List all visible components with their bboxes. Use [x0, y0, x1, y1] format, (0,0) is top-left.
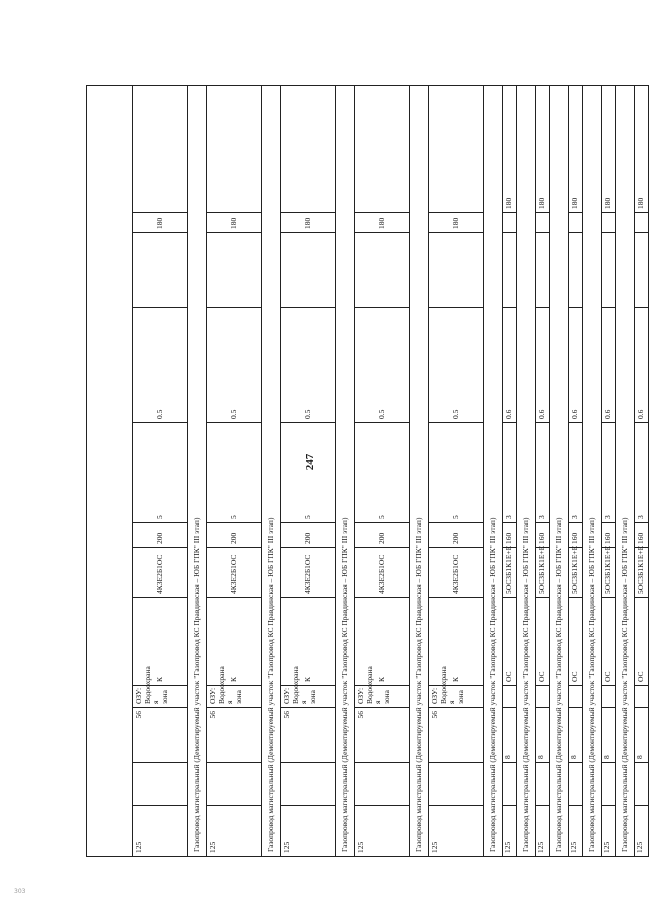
cell-cable-code: 5ОС3Б1К1Е+Е	[635, 548, 649, 598]
cell-value-2: 5	[355, 423, 410, 523]
rotated-table-container	[86, 86, 646, 857]
zone-line: ОЗУ:	[282, 687, 291, 704]
table-row	[133, 85, 188, 856]
cell-zone	[281, 666, 336, 708]
cell-empty	[207, 233, 262, 308]
corner-mark: 303	[14, 888, 26, 895]
zone-line: я зона	[151, 689, 169, 704]
group-header-cell: Газопровод магистральный (Демонтируемый участок "Газопровод КС Правдинская – ЮБ ГПК" III этап)	[336, 85, 355, 856]
group-header-row	[550, 85, 569, 856]
cell-cable-code: 5ОС3Б1К1Е+Е	[536, 548, 550, 598]
cell-index: 125	[602, 806, 616, 857]
table-body	[87, 85, 649, 856]
group-header-cell: Газопровод магистральный (Демонтируемый участок "Газопровод КС Правдинская – ЮБ ГПК" III этап)	[517, 85, 536, 856]
cell-value-2: 3	[536, 423, 550, 523]
zone-line: ОЗУ:	[134, 687, 143, 704]
cell-zone	[429, 666, 484, 708]
cell-number: 8	[635, 708, 649, 763]
cell-value-2: 3	[503, 423, 517, 523]
table-row	[635, 85, 649, 856]
zone-line: Водоохрана	[142, 666, 152, 704]
cell-value-4: 180	[207, 213, 262, 233]
group-header-row	[410, 85, 429, 856]
cell-empty	[503, 233, 517, 308]
cell-number: 8	[602, 708, 616, 763]
cell-empty	[635, 763, 649, 806]
cell-empty	[635, 233, 649, 308]
cell-value-5	[429, 85, 484, 212]
cell-value-1: 200	[281, 523, 336, 548]
cell-index: 125	[133, 806, 188, 857]
group-header-cell: Газопровод магистральный (Демонтируемый участок "Газопровод КС Правдинская – ЮБ ГПК" III этап)	[410, 85, 429, 856]
cell-empty	[429, 233, 484, 308]
cell-value-2: 3	[635, 423, 649, 523]
cell-value-1: 160	[602, 523, 616, 548]
cell-abbr: ОС	[569, 598, 583, 686]
table-row	[207, 85, 262, 856]
cell-cable-code: 4К3Е2Б1ОС	[133, 548, 188, 598]
group-header-cell: Газопровод магистральный (Демонтируемый участок "Газопровод КС Правдинская – ЮБ ГПК" III этап)	[583, 85, 602, 856]
group-header-cell: Газопровод магистральный (Демонтируемый участок "Газопровод КС Правдинская – ЮБ ГПК" III этап)	[484, 85, 503, 856]
cell-value-3: 0.5	[429, 308, 484, 423]
cell-value-2: 5	[133, 423, 188, 523]
cell-value-5: 180	[635, 85, 649, 212]
page-number: 247	[304, 453, 316, 471]
cell-cable-code: 5ОС3Б1К1Е+Е	[503, 548, 517, 598]
cell-value-2: 3	[569, 423, 583, 523]
cell-value-2: 3	[602, 423, 616, 523]
cell-value-2: 5	[281, 423, 336, 523]
cell-number: 56	[207, 708, 262, 763]
cell-empty	[281, 233, 336, 308]
table-row	[602, 85, 616, 856]
cell-cable-code: 5ОС3Б1К1Е+Е	[602, 548, 616, 598]
cell-empty	[536, 763, 550, 806]
cell-value-3: 0.6	[569, 308, 583, 423]
data-table	[86, 85, 649, 857]
cell-abbr: ОС	[503, 598, 517, 686]
cell-empty	[281, 763, 336, 806]
cell-empty	[569, 233, 583, 308]
group-header-cell: Газопровод магистральный (Демонтируемый участок "Газопровод КС Правдинская – ЮБ ГПК" III этап)	[262, 85, 281, 856]
cell-value-1: 200	[429, 523, 484, 548]
table-row	[355, 85, 410, 856]
group-header-row	[616, 85, 635, 856]
cell-empty	[503, 763, 517, 806]
cell-value-2: 5	[207, 423, 262, 523]
group-header-cell: Газопровод магистральный (Демонтируемый участок "Газопровод КС Правдинская – ЮБ ГПК" III этап)	[188, 85, 207, 856]
cell-empty	[133, 763, 188, 806]
zone-line: Водоохрана	[438, 666, 448, 704]
cell-number: 56	[133, 708, 188, 763]
group-header-row	[517, 85, 536, 856]
cell-empty	[429, 763, 484, 806]
zone-line: я зона	[299, 689, 317, 704]
group-header-row	[188, 85, 207, 856]
cell-abbr: ОС	[536, 598, 550, 686]
cell-cable-code: 4К3Е2Б1ОС	[281, 548, 336, 598]
cell-value-1: 160	[569, 523, 583, 548]
cell-value-2: 5	[429, 423, 484, 523]
table-row	[569, 85, 583, 856]
cell-value-5	[207, 85, 262, 212]
cell-value-5: 180	[536, 85, 550, 212]
cell-value-1: 160	[635, 523, 649, 548]
zone-line: я зона	[447, 689, 465, 704]
cell-abbr: К	[355, 598, 410, 686]
cell-value-4	[602, 213, 616, 233]
cell-number: 8	[569, 708, 583, 763]
zone-line: я зона	[373, 689, 391, 704]
cell-zone	[355, 666, 410, 708]
cell-value-3: 0.5	[355, 308, 410, 423]
cell-number: 56	[281, 708, 336, 763]
table-row	[281, 85, 336, 856]
cell-value-3: 0.5	[281, 308, 336, 423]
cell-empty	[569, 763, 583, 806]
cell-value-3: 0.6	[503, 308, 517, 423]
cell-empty	[355, 763, 410, 806]
group-header-cell: Газопровод магистральный (Демонтируемый участок "Газопровод КС Правдинская – ЮБ ГПК" III этап)	[616, 85, 635, 856]
cell-empty	[133, 233, 188, 308]
cell-value-1: 200	[133, 523, 188, 548]
zone-line: Водоохрана	[216, 666, 226, 704]
cell-value-5	[355, 85, 410, 212]
zone-line: ОЗУ:	[356, 687, 365, 704]
cell-cable-code: 4К3Е2Б1ОС	[207, 548, 262, 598]
zone-line: Водоохрана	[364, 666, 374, 704]
cell-value-4	[536, 213, 550, 233]
zone-line: ОЗУ:	[430, 687, 439, 704]
cell-number: 8	[503, 708, 517, 763]
cell-empty	[536, 233, 550, 308]
cell-zone	[569, 686, 583, 708]
cell-index: 125	[503, 806, 517, 857]
cell-cable-code: 4К3Е2Б1ОС	[429, 548, 484, 598]
table-row	[429, 85, 484, 856]
cell-zone	[635, 686, 649, 708]
cell-abbr: К	[281, 598, 336, 686]
group-header-row	[583, 85, 602, 856]
cell-empty	[355, 233, 410, 308]
cell-zone	[503, 686, 517, 708]
cell-abbr: ОС	[635, 598, 649, 686]
cell-cable-code: 4К3Е2Б1ОС	[355, 548, 410, 598]
cell-zone	[133, 666, 188, 708]
cell-empty	[602, 763, 616, 806]
cell-index: 125	[536, 806, 550, 857]
cell-number: 56	[429, 708, 484, 763]
cell-value-5	[133, 85, 188, 212]
cell-value-4: 180	[429, 213, 484, 233]
cell-value-1: 160	[503, 523, 517, 548]
cell-value-4	[635, 213, 649, 233]
cell-index: 125	[635, 806, 649, 857]
cell-value-4: 180	[281, 213, 336, 233]
cell-index: 125	[355, 806, 410, 857]
cell-number: 8	[536, 708, 550, 763]
cell-empty	[602, 233, 616, 308]
cell-value-5: 180	[569, 85, 583, 212]
cell-value-4	[569, 213, 583, 233]
table-row	[87, 85, 133, 856]
cell-value-3: 0.6	[635, 308, 649, 423]
zone-line: ОЗУ:	[208, 687, 217, 704]
cell-value-3: 0.6	[536, 308, 550, 423]
cell-value-1: 200	[355, 523, 410, 548]
cell-abbr: К	[133, 598, 188, 686]
cell-value-3: 0.5	[207, 308, 262, 423]
cell-value-4	[503, 213, 517, 233]
cell-abbr: К	[429, 598, 484, 686]
table-row	[536, 85, 550, 856]
cell-value-1: 160	[536, 523, 550, 548]
cell-cable-code: 5ОС3Б1К1Е+Е	[569, 548, 583, 598]
zone-line: Водоохрана	[290, 666, 300, 704]
cell-abbr: ОС	[602, 598, 616, 686]
cell-number: 56	[355, 708, 410, 763]
cell-index: 125	[429, 806, 484, 857]
cell-value-5: 180	[503, 85, 517, 212]
cell-zone	[536, 686, 550, 708]
cell-value-4: 180	[133, 213, 188, 233]
cell-value-3: 0.5	[133, 308, 188, 423]
zone-line: я зона	[225, 689, 243, 704]
cell-zone	[207, 666, 262, 708]
cell-empty	[207, 763, 262, 806]
cell-value-1: 200	[207, 523, 262, 548]
cell-value-5: 180	[602, 85, 616, 212]
group-header-row	[262, 85, 281, 856]
cell-index: 125	[569, 806, 583, 857]
cell-abbr: К	[207, 598, 262, 686]
group-header-row	[484, 85, 503, 856]
group-header-row	[336, 85, 355, 856]
cell-value-4: 180	[355, 213, 410, 233]
cell-value-3: 0.6	[602, 308, 616, 423]
cell-value-5	[281, 85, 336, 212]
table-row	[503, 85, 517, 856]
group-header-cell: Газопровод магистральный (Демонтируемый участок "Газопровод КС Правдинская – ЮБ ГПК" III этап)	[550, 85, 569, 856]
cell-index: 125	[207, 806, 262, 857]
cell-top-filler	[87, 85, 133, 856]
cell-index: 125	[281, 806, 336, 857]
cell-zone	[602, 686, 616, 708]
